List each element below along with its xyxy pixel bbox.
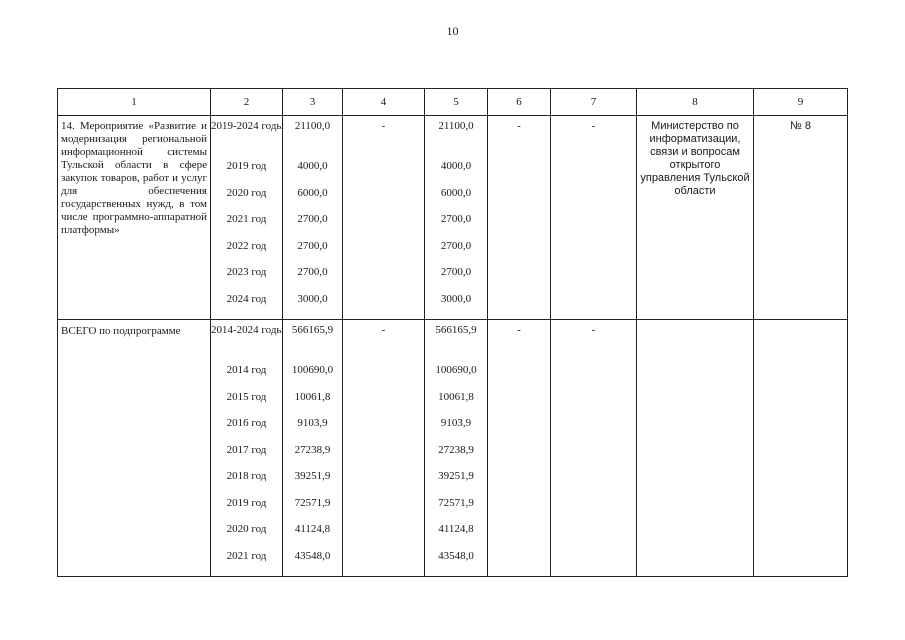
value: 72571,9 (294, 496, 331, 509)
period-label: 2019 год (226, 160, 267, 172)
value: 10061,8 (294, 390, 331, 403)
value: 2700,0 (440, 266, 472, 278)
value: 41124,8 (294, 523, 331, 535)
value: 41124,8 (438, 523, 474, 535)
value: 3000,0 (297, 292, 328, 305)
period-label: 2019 год (226, 496, 267, 509)
column-header: 9 (754, 89, 848, 116)
period-label: 2023 год (226, 266, 267, 278)
period-label: 2014-2024 годы (211, 324, 284, 336)
value: 39251,9 (294, 470, 331, 482)
col4-cell: - (343, 320, 425, 577)
value: 39251,9 (438, 470, 474, 482)
column-header: 1 (58, 89, 211, 116)
col3-cell (283, 116, 343, 320)
responsible-executor (637, 320, 754, 577)
page-number: 10 (446, 24, 459, 38)
reference-number: № 8 (754, 116, 848, 320)
col4-cell: - (343, 116, 425, 320)
period-label: 2020 год (226, 523, 267, 535)
value: 566165,9 (435, 324, 477, 336)
period-label: 2021 год (226, 549, 267, 562)
value: 2700,0 (440, 239, 472, 252)
value: 43548,0 (438, 549, 474, 562)
value: 2700,0 (297, 213, 328, 225)
column-header: 2 (211, 89, 283, 116)
column-header: 7 (551, 89, 637, 116)
total-label: ВСЕГО по подпрограмме (58, 320, 211, 577)
value: 72571,9 (438, 496, 474, 509)
period-label: 2014 год (226, 364, 267, 376)
col7-cell: - (551, 320, 637, 577)
period-label: 2018 год (226, 470, 267, 482)
value: 43548,0 (294, 549, 331, 562)
col5-cell (425, 320, 488, 577)
value: 9103,9 (440, 417, 472, 429)
value: 21100,0 (294, 120, 331, 132)
period-cell (211, 116, 283, 320)
column-header: 8 (637, 89, 754, 116)
value: 21100,0 (438, 120, 474, 132)
col7-cell: - (551, 116, 637, 320)
value: 6000,0 (297, 186, 328, 199)
value: 2700,0 (297, 239, 328, 252)
period-label: 2021 год (226, 213, 267, 225)
period-cell (211, 320, 283, 577)
value: 27238,9 (294, 443, 331, 456)
period-label: 2019-2024 годы (211, 120, 284, 132)
value: 100690,0 (291, 364, 334, 376)
value: 10061,8 (438, 390, 474, 403)
table-row (58, 116, 848, 320)
period-label: 2024 год (226, 292, 267, 305)
value: 2700,0 (297, 266, 328, 278)
col5-cell (425, 116, 488, 320)
period-label: 2022 год (226, 239, 267, 252)
table-header-row (58, 89, 848, 116)
period-label: 2016 год (226, 417, 267, 429)
value: 27238,9 (438, 443, 474, 456)
col6-cell: - (488, 116, 551, 320)
value: 4000,0 (440, 160, 472, 172)
table-row (58, 320, 848, 577)
activity-name: 14. Мероприятие «Развитие и модернизация региональной информационной системы Тульской области в сфере закупок товаров, работ и услуг для обеспечения государственных нужд, в том числе программно-аппаратной платформы» (58, 116, 211, 320)
value: 3000,0 (440, 292, 472, 305)
value: 6000,0 (440, 186, 472, 199)
value: 9103,9 (297, 417, 328, 429)
period-label: 2020 год (226, 186, 267, 199)
budget-table (57, 88, 848, 577)
period-label: 2017 год (226, 443, 267, 456)
column-header: 4 (343, 89, 425, 116)
value: 4000,0 (297, 160, 328, 172)
column-header: 6 (488, 89, 551, 116)
period-label: 2015 год (226, 390, 267, 403)
value: 2700,0 (440, 213, 472, 225)
column-header: 5 (425, 89, 488, 116)
reference-number (754, 320, 848, 577)
col6-cell: - (488, 320, 551, 577)
value: 566165,9 (291, 324, 334, 336)
column-header: 3 (283, 89, 343, 116)
col3-cell (283, 320, 343, 577)
value: 100690,0 (435, 364, 477, 376)
responsible-executor: Министерство по информатизации, связи и вопросам открытого управления Тульской области (637, 116, 754, 320)
